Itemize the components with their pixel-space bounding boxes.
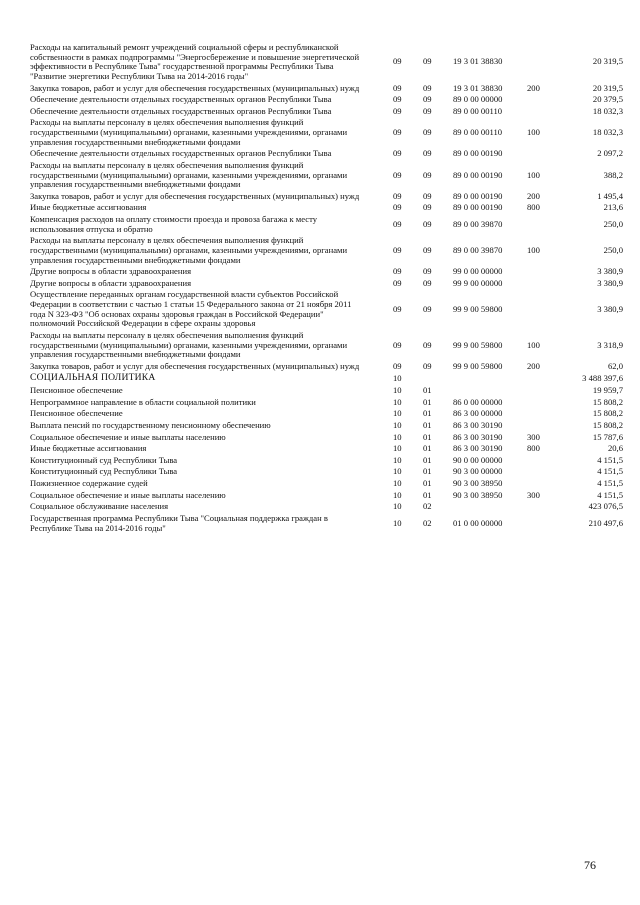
row-name: Выплата пенсий по государственному пенсионному обеспечению [30, 419, 271, 430]
row-section-code: 09 [393, 82, 402, 93]
table-row [30, 372, 623, 385]
row-name: Расходы на выплаты персоналу в целях обеспечения выполнения функций государственными (муниципальными) органами, казенными учреждениями, органами управления государственными внебюджетными фондами [30, 117, 348, 147]
row-amount: 20 379,5 [592, 94, 623, 105]
row-expense-type-code [527, 289, 567, 330]
row-name: Закупка товаров, работ и услуг для обеспечения государственных (муниципальных) нужд [30, 360, 360, 371]
row-section-code: 09 [393, 105, 402, 116]
row-amount: 3 318,9 [597, 339, 623, 350]
row-amount: 4 151,5 [597, 478, 623, 489]
row-target-article-code: 89 0 00 39870 [453, 218, 503, 229]
row-expense-type-code [527, 106, 567, 118]
table-row [30, 117, 623, 148]
row-section-code: 10 [393, 431, 402, 442]
row-target-article-code: 90 3 00 00000 [453, 466, 503, 477]
row-name: Обеспечение деятельности отдельных государственных органов Республики Тыва [30, 94, 332, 105]
row-expense-type-code [527, 148, 567, 160]
row-target-article-code [453, 372, 527, 385]
row-subsection-code: 01 [423, 419, 432, 430]
row-subsection-code: 01 [423, 385, 432, 396]
row-expense-type-code [527, 42, 567, 83]
row-section-code: 09 [393, 148, 402, 159]
row-subsection-code: 09 [423, 202, 432, 213]
budget-table [30, 42, 623, 534]
table-row [30, 432, 623, 444]
row-subsection-code [423, 372, 453, 385]
row-expense-type-code: 800 [527, 443, 540, 454]
row-amount: 3 380,9 [597, 277, 623, 288]
row-section-code: 10 [393, 466, 402, 477]
row-subsection-code: 09 [423, 277, 432, 288]
row-subsection-code: 01 [423, 454, 432, 465]
row-subsection-code: 09 [423, 82, 432, 93]
table-row [30, 397, 623, 409]
row-amount: 15 808,2 [592, 419, 623, 430]
row-section-code: 09 [393, 244, 402, 255]
row-expense-type-code [527, 408, 567, 420]
row-target-article-code: 90 3 00 38950 [453, 489, 503, 500]
row-subsection-code: 09 [423, 218, 432, 229]
row-name: Социальное обеспечение и иные выплаты населению [30, 431, 226, 442]
row-amount: 4 151,5 [597, 454, 623, 465]
row-target-article-code: 99 9 00 59800 [453, 303, 503, 314]
row-subsection-code: 09 [423, 94, 432, 105]
row-subsection-code: 01 [423, 466, 432, 477]
row-section-code: 10 [393, 385, 402, 396]
table-row [30, 490, 623, 502]
row-target-article-code: 99 9 00 00000 [453, 277, 503, 288]
row-subsection-code: 02 [423, 517, 432, 528]
row-section-code: 10 [393, 408, 402, 419]
row-name: Пенсионное обеспечение [30, 385, 123, 396]
row-subsection-code: 01 [423, 478, 432, 489]
row-section-code: 09 [393, 202, 402, 213]
row-name: Компенсация расходов на оплату стоимости проезда и провоза багажа к месту использования отпуска и обратно [30, 214, 318, 234]
row-expense-type-code [527, 278, 567, 290]
row-target-article-code: 99 9 00 59800 [453, 360, 503, 371]
row-amount: 19 959,7 [592, 385, 623, 396]
row-expense-type-code: 300 [527, 489, 540, 500]
row-subsection-code: 09 [423, 148, 432, 159]
row-subsection-code: 01 [423, 396, 432, 407]
row-name: Закупка товаров, работ и услуг для обеспечения государственных (муниципальных) нужд [30, 82, 360, 93]
row-name: Закупка товаров, работ и услуг для обеспечения государственных (муниципальных) нужд [30, 190, 360, 201]
row-subsection-code: 02 [423, 501, 432, 512]
table-row [30, 513, 623, 534]
row-amount: 2 097,2 [597, 148, 623, 159]
row-name: Расходы на капитальный ремонт учреждений социальной сферы и республиканской собственности в рамках подпрограммы "Энергосбережение и повышение энергетической эффективности в Республике Тыва" государственной программы Республики Тыва "Развитие энергетики Республики Тыва на 2014-2016 годы" [30, 42, 360, 81]
table-row [30, 202, 623, 214]
row-section-code: 10 [393, 454, 402, 465]
row-amount: 4 151,5 [597, 466, 623, 477]
row-subsection-code: 09 [423, 127, 432, 137]
row-section-code: 09 [393, 94, 402, 105]
row-name: Обеспечение деятельности отдельных государственных органов Республики Тыва [30, 148, 332, 159]
row-expense-type-code: 100 [527, 169, 540, 180]
row-section-code: 09 [393, 339, 402, 350]
row-target-article-code: 86 3 00 00000 [453, 408, 503, 419]
table-row [30, 106, 623, 118]
table-row [30, 501, 623, 513]
row-expense-type-code [527, 466, 567, 478]
row-amount: 15 808,2 [592, 408, 623, 419]
row-name: Пожизненное содержание судей [30, 478, 148, 489]
row-amount: 15 808,2 [592, 396, 623, 407]
row-target-article-code: 89 0 00 00190 [453, 202, 503, 213]
table-row [30, 160, 623, 191]
row-subsection-code: 09 [423, 360, 432, 371]
table-row [30, 361, 623, 373]
row-amount: 3 380,9 [597, 266, 623, 277]
row-amount: 1 495,4 [597, 190, 623, 201]
row-section-code: 10 [393, 372, 402, 383]
row-expense-type-code [527, 420, 567, 432]
row-target-article-code [453, 501, 527, 513]
row-subsection-code: 09 [423, 105, 432, 116]
row-subsection-code: 09 [423, 266, 432, 277]
row-section-code: 09 [393, 277, 402, 288]
table-row [30, 420, 623, 432]
row-name: Иные бюджетные ассигнования [30, 443, 147, 454]
row-section-code: 09 [393, 218, 402, 229]
row-name: Пенсионное обеспечение [30, 408, 123, 419]
row-subsection-code: 09 [423, 56, 432, 67]
row-subsection-code: 09 [423, 190, 432, 201]
row-amount: 250,0 [603, 244, 623, 255]
row-amount: 210 497,6 [588, 517, 623, 528]
row-subsection-code: 09 [423, 339, 432, 350]
row-amount: 20,6 [607, 443, 623, 454]
row-target-article-code: 89 0 00 00000 [453, 94, 503, 105]
row-section-code: 09 [393, 360, 402, 371]
row-amount: 423 076,5 [588, 501, 623, 512]
row-target-article-code: 89 0 00 39870 [453, 244, 503, 255]
row-section-code: 09 [393, 127, 402, 137]
row-expense-type-code: 300 [527, 431, 540, 442]
row-target-article-code: 89 0 00 00110 [453, 105, 503, 116]
row-section-code: 10 [393, 396, 402, 407]
row-expense-type-code [527, 501, 567, 513]
page-number: 76 [584, 858, 596, 872]
row-name: СОЦИАЛЬНАЯ ПОЛИТИКА [30, 372, 156, 384]
row-expense-type-code [527, 266, 567, 278]
table-row [30, 83, 623, 95]
row-amount: 3 488 397,6 [582, 372, 623, 383]
row-name: Обеспечение деятельности отдельных государственных органов Республики Тыва [30, 105, 332, 116]
row-amount: 62,0 [607, 360, 623, 371]
row-target-article-code: 89 0 00 00190 [453, 148, 503, 159]
row-subsection-code: 09 [423, 244, 432, 255]
row-section-code: 10 [393, 478, 402, 489]
row-name: Конституционный суд Республики Тыва [30, 466, 178, 477]
row-expense-type-code [527, 385, 567, 397]
row-section-code: 10 [393, 419, 402, 430]
row-name: Непрограммное направление в области социальной политики [30, 396, 256, 407]
row-target-article-code: 89 0 00 00110 [453, 127, 503, 137]
row-subsection-code: 01 [423, 408, 432, 419]
table-row [30, 42, 623, 83]
table-row [30, 278, 623, 290]
table-row [30, 266, 623, 278]
row-expense-type-code: 200 [527, 360, 540, 371]
row-expense-type-code [527, 372, 567, 385]
budget-table-body [30, 42, 623, 534]
row-target-article-code: 99 9 00 59800 [453, 339, 503, 350]
row-subsection-code: 09 [423, 303, 432, 314]
row-expense-type-code [527, 397, 567, 409]
row-expense-type-code [527, 94, 567, 106]
row-section-code: 09 [393, 266, 402, 277]
table-row [30, 191, 623, 203]
row-name: Другие вопросы в области здравоохранения [30, 266, 192, 277]
row-target-article-code: 86 0 00 00000 [453, 396, 503, 407]
row-name: Расходы на выплаты персоналу в целях обеспечения выполнения функций государственными (муниципальными) органами, казенными учреждениями, органами управления государственными внебюджетными фондами [30, 235, 348, 265]
table-row [30, 385, 623, 397]
row-subsection-code: 01 [423, 489, 432, 500]
row-target-article-code: 99 0 00 00000 [453, 266, 503, 277]
row-amount: 4 151,5 [597, 489, 623, 500]
table-row [30, 443, 623, 455]
table-row [30, 466, 623, 478]
row-target-article-code: 89 0 00 00190 [453, 190, 503, 201]
row-name: Социальное обеспечение и иные выплаты населению [30, 489, 226, 500]
row-amount: 18 032,3 [592, 105, 623, 116]
row-amount: 18 032,3 [592, 127, 623, 137]
row-target-article-code: 86 3 00 30190 [453, 443, 503, 454]
row-section-code: 10 [393, 517, 402, 528]
row-amount: 388,2 [603, 169, 623, 180]
row-expense-type-code [527, 478, 567, 490]
table-row [30, 408, 623, 420]
row-expense-type-code: 100 [527, 339, 540, 350]
row-section-code: 10 [393, 501, 402, 512]
row-amount: 20 319,5 [592, 56, 623, 67]
row-section-code: 10 [393, 489, 402, 500]
row-subsection-code: 09 [423, 169, 432, 180]
row-expense-type-code [527, 513, 567, 534]
table-row [30, 330, 623, 361]
row-section-code: 09 [393, 56, 402, 67]
row-expense-type-code: 100 [527, 127, 540, 137]
row-target-article-code [453, 385, 527, 397]
row-expense-type-code: 100 [527, 244, 540, 255]
row-section-code: 09 [393, 303, 402, 314]
row-name: Социальное обслуживание населения [30, 501, 169, 512]
row-subsection-code: 01 [423, 443, 432, 454]
row-amount: 15 787,6 [592, 431, 623, 442]
row-expense-type-code: 200 [527, 82, 540, 93]
row-target-article-code: 90 3 00 38950 [453, 478, 503, 489]
table-row [30, 148, 623, 160]
row-target-article-code: 86 3 00 30190 [453, 431, 503, 442]
row-amount: 3 380,9 [597, 303, 623, 314]
row-name: Осуществление переданных органам государственной власти субъектов Российской Федерации в соответствии с частью 1 статьи 15 Федерального закона от 21 ноября 2011 года N 323-ФЗ "Об основах охраны здоровья граждан в Российской Федерации" полномочий Российской Федерации в сфере охраны здоровья [30, 289, 352, 329]
table-row [30, 478, 623, 490]
row-target-article-code: 86 3 00 30190 [453, 419, 503, 430]
row-target-article-code: 19 3 01 38830 [453, 82, 503, 93]
table-row [30, 94, 623, 106]
row-expense-type-code [527, 455, 567, 467]
row-expense-type-code: 800 [527, 202, 540, 213]
row-amount: 20 319,5 [592, 82, 623, 93]
row-name: Другие вопросы в области здравоохранения [30, 277, 192, 288]
table-row [30, 455, 623, 467]
table-row [30, 235, 623, 266]
row-section-code: 09 [393, 169, 402, 180]
row-name: Конституционный суд Республики Тыва [30, 454, 178, 465]
row-section-code: 09 [393, 190, 402, 201]
row-amount: 250,0 [603, 218, 623, 229]
row-name: Иные бюджетные ассигнования [30, 202, 147, 213]
row-name: Расходы на выплаты персоналу в целях обеспечения выполнения функций государственными (муниципальными) органами, казенными учреждениями, органами управления государственными внебюджетными фондами [30, 159, 348, 190]
row-name: Расходы на выплаты персоналу в целях обеспечения выполнения функций государственными (муниципальными) органами, казенными учреждениями, органами управления государственными внебюджетными фондами [30, 329, 348, 360]
table-row [30, 214, 623, 235]
row-target-article-code: 01 0 00 00000 [453, 517, 503, 528]
row-target-article-code: 90 0 00 00000 [453, 454, 503, 465]
row-target-article-code: 89 0 00 00190 [453, 169, 503, 180]
row-subsection-code: 01 [423, 431, 432, 442]
row-name: Государственная программа Республики Тыва "Социальная поддержка граждан в Республике Тыва на 2014-2016 годы" [30, 512, 328, 533]
row-section-code: 10 [393, 443, 402, 454]
row-expense-type-code: 200 [527, 190, 540, 201]
row-expense-type-code [527, 214, 567, 235]
table-row [30, 289, 623, 330]
row-amount: 213,6 [603, 202, 623, 213]
row-target-article-code: 19 3 01 38830 [453, 56, 503, 67]
